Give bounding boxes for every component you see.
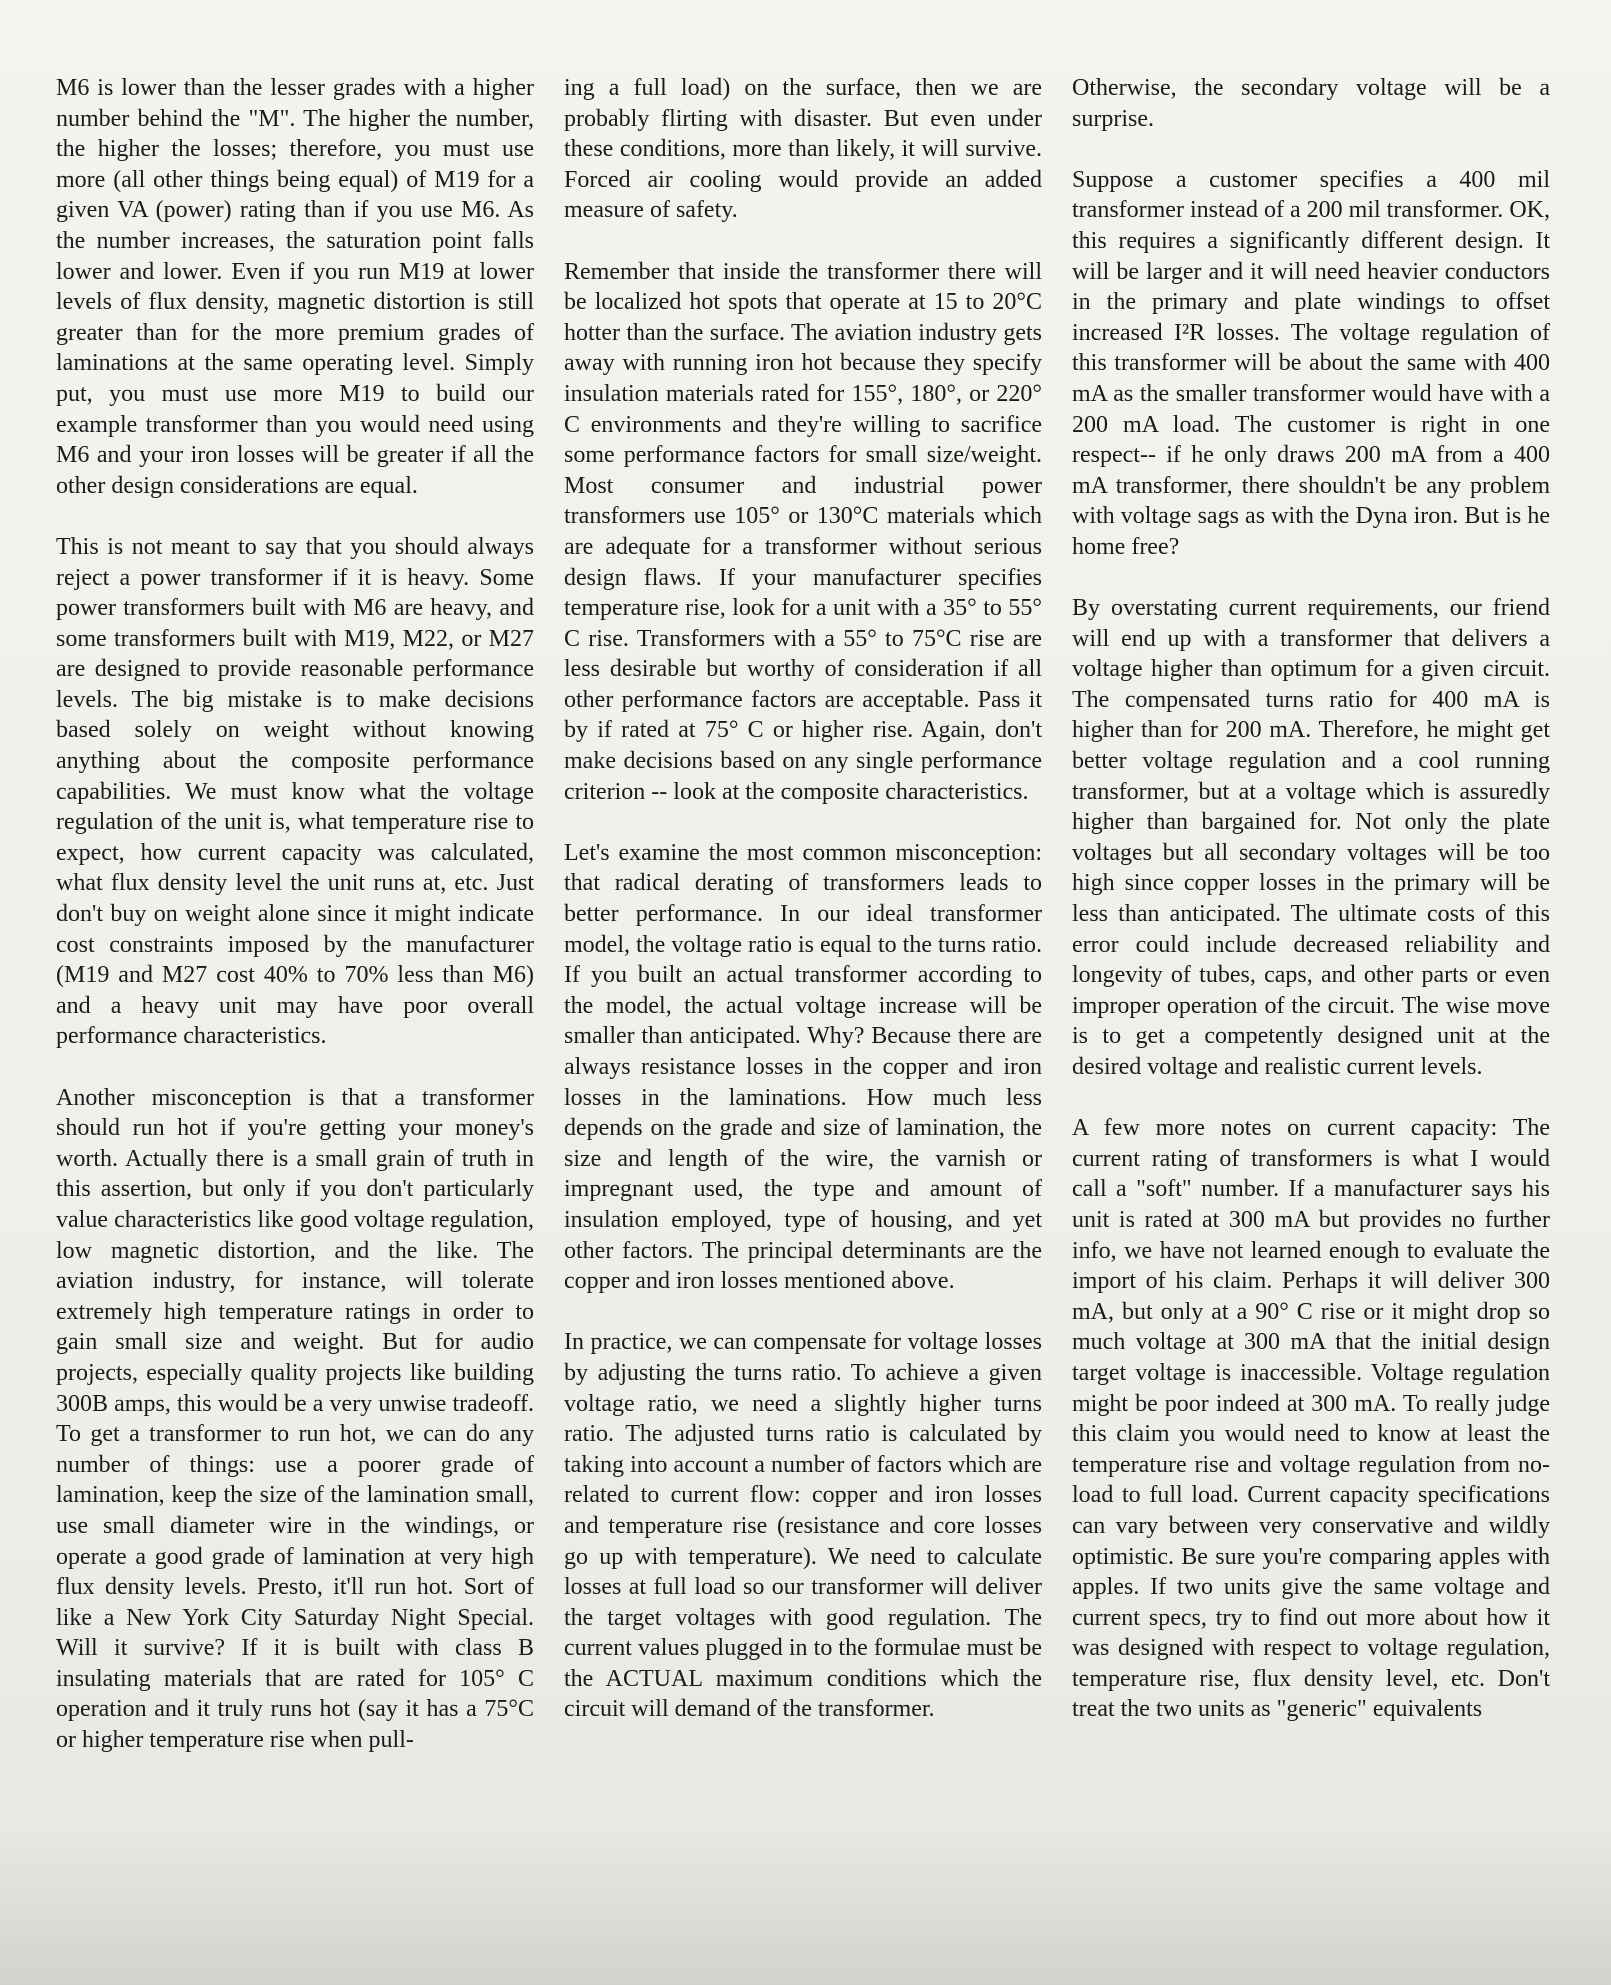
paragraph: M6 is lower than the lesser grades with a higher number behind the "M". The higher the number, the higher the losses; therefore, you must use more (all other things being equal) of M19 for a given VA (power) rating than if you use M6. As the number increases, the saturation point falls lower and lower. Even if you run M19 at lower levels of flux density, magnetic distortion is still greater than for the more premium grades of laminations at the same operating level. Simply put, you must use more M19 to build our example transformer than you would need using M6 and your iron losses will be greater if all the other design considerations are equal.	[56, 75, 534, 499]
paragraph: Remember that inside the transformer there will be localized hot spots that operate at 15 to 20°C hotter than the surface. The aviation industry gets away with running iron hot because they specify insulation materials rated for 155°, 180°, or 220° C environments and they're willing to sacrifice some performance factors for small size/weight. Most consumer and industrial power transformers use 105° or 130°C materials which are adequate for a transformer without serious design flaws. If your manufacturer specifies temperature rise, look for a unit with a 35° to 55° C rise. Transformers with a 55° to 75°C rise are less desirable but worthy of consideration if all other performance factors are acceptable. Pass it by if rated at 75° C or higher rise. Again, don't make decisions based on any single performance criterion -- look at the composite characteristics.	[564, 258, 1042, 805]
text-column-right	[1072, 73, 1550, 1725]
text-column-middle	[564, 73, 1042, 1725]
paragraph: By overstating current requirements, our friend will end up with a transformer that delivers a voltage higher than optimum for a given circuit. The compensated turns ratio for 400 mA is higher than for 200 mA. Therefore, he might get better voltage regulation and a cool running transformer, but at a voltage which is assuredly higher than bargained for. Not only the plate voltages but all secondary voltages will be too high since copper losses in the primary will be less than anticipated. The ultimate costs of this error could include decreased reliability and longevity of tubes, caps, and other parts or even improper operation of the circuit. The wise move is to get a competently designed unit at the desired voltage and realistic current levels.	[1072, 595, 1550, 1080]
paragraph: In practice, we can compensate for voltage losses by adjusting the turns ratio. To achieve a given voltage ratio, we need a slightly higher turns ratio. The adjusted turns ratio is calculated by taking into account a number of factors which are related to current flow: copper and iron losses and temperature rise (resistance and core losses go up with temperature). We need to calculate losses at full load so our transformer will deliver the target voltages with good regulation. The current values plugged in to the formulae must be the ACTUAL maximum conditions which the circuit will demand of the transformer.	[564, 1329, 1042, 1723]
scan-shadow	[0, 1835, 1611, 1985]
paragraph: Otherwise, the secondary voltage will be a surprise.	[1072, 75, 1550, 132]
paragraph: A few more notes on current capacity: The current rating of transformers is what I would call a "soft" number. If a manufacturer says his unit is rated at 300 mA but provides no further info, we have not learned enough to evaluate the import of his claim. Perhaps it will deliver 300 mA, but only at a 90° C rise or it might drop so much voltage at 300 mA that the initial design target voltage is inaccessible. Voltage regulation might be poor indeed at 300 mA. To really judge this claim you would need to know at least the temperature rise and voltage regulation from no-load to full load. Current capacity specifications can vary between very conservative and wildly optimistic. Be sure you're comparing apples with apples. If two units give the same voltage and current specs, try to find out more about how it was designed with respect to voltage regulation, temperature rise, flux density level, etc. Don't treat the two units as "generic" equivalents	[1072, 1115, 1550, 1723]
paragraph: Another misconception is that a transformer should run hot if you're getting your money's worth. Actually there is a small grain of truth in this assertion, but only if you don't particularly value characteristics like good voltage regulation, low magnetic distortion, and the like. The aviation industry, for instance, will tolerate extremely high temperature ratings in order to gain small size and weight. But for audio projects, especially quality projects like building 300B amps, this would be a very unwise tradeoff. To get a transformer to run hot, we can do any number of things: use a poorer grade of lamination, keep the size of the lamination small, use small diameter wire in the windings, or operate a good grade of lamination at very high flux density levels. Presto, it'll run hot. Sort of like a New York City Saturday Night Special. Will it survive? If it is built with class B insulating materials that are rated for 105° C operation and it truly runs hot (say it has a 75°C or higher temperature rise when pull-	[56, 1084, 534, 1754]
paragraph: Suppose a customer specifies a 400 mil transformer instead of a 200 mil transformer. OK, this requires a significantly different design. It will be larger and it will need heavier conductors in the primary and plate windings to offset increased I²R losses. The voltage regulation of this transformer will be about the same with 400 mA as the smaller transformer would have with a 200 mA load. The customer is right in one respect-- if he only draws 200 mA from a 400 mA transformer, there shouldn't be any problem with voltage sags as with the Dyna iron. But is he home free?	[1072, 166, 1550, 560]
paragraph: ing a full load) on the surface, then we are probably flirting with disaster. But even under these conditions, more than likely, it will survive. Forced air cooling would provide an added measure of safety.	[564, 75, 1042, 224]
text-column-left	[56, 73, 534, 1756]
paragraph: Let's examine the most common misconception: that radical derating of transformers leads to better performance. In our ideal transformer model, the voltage ratio is equal to the turns ratio. If you built an actual transformer according to the model, the actual voltage increase will be smaller than anticipated. Why? Because there are always resistance losses in the copper and iron losses in the laminations. How much less depends on the grade and size of lamination, the size and length of the wire, the varnish or impregnant used, the type and amount of insulation employed, type of housing, and yet other factors. The principal determinants are the copper and iron losses mentioned above.	[564, 839, 1042, 1295]
paragraph: This is not meant to say that you should always reject a power transformer if it is heavy. Some power transformers built with M6 are heavy, and some transformers built with M19, M22, or M27 are designed to provide reasonable performance levels. The big mistake is to make decisions based solely on weight without knowing anything about the composite performance capabilities. We must know what the voltage regulation of the unit is, what temperature rise to expect, how current capacity was calculated, what flux density level the unit runs at, etc. Just don't buy on weight alone since it might indicate cost constraints imposed by the manufacturer (M19 and M27 cost 40% to 70% less than M6) and a heavy unit may have poor overall performance characteristics.	[56, 533, 534, 1050]
